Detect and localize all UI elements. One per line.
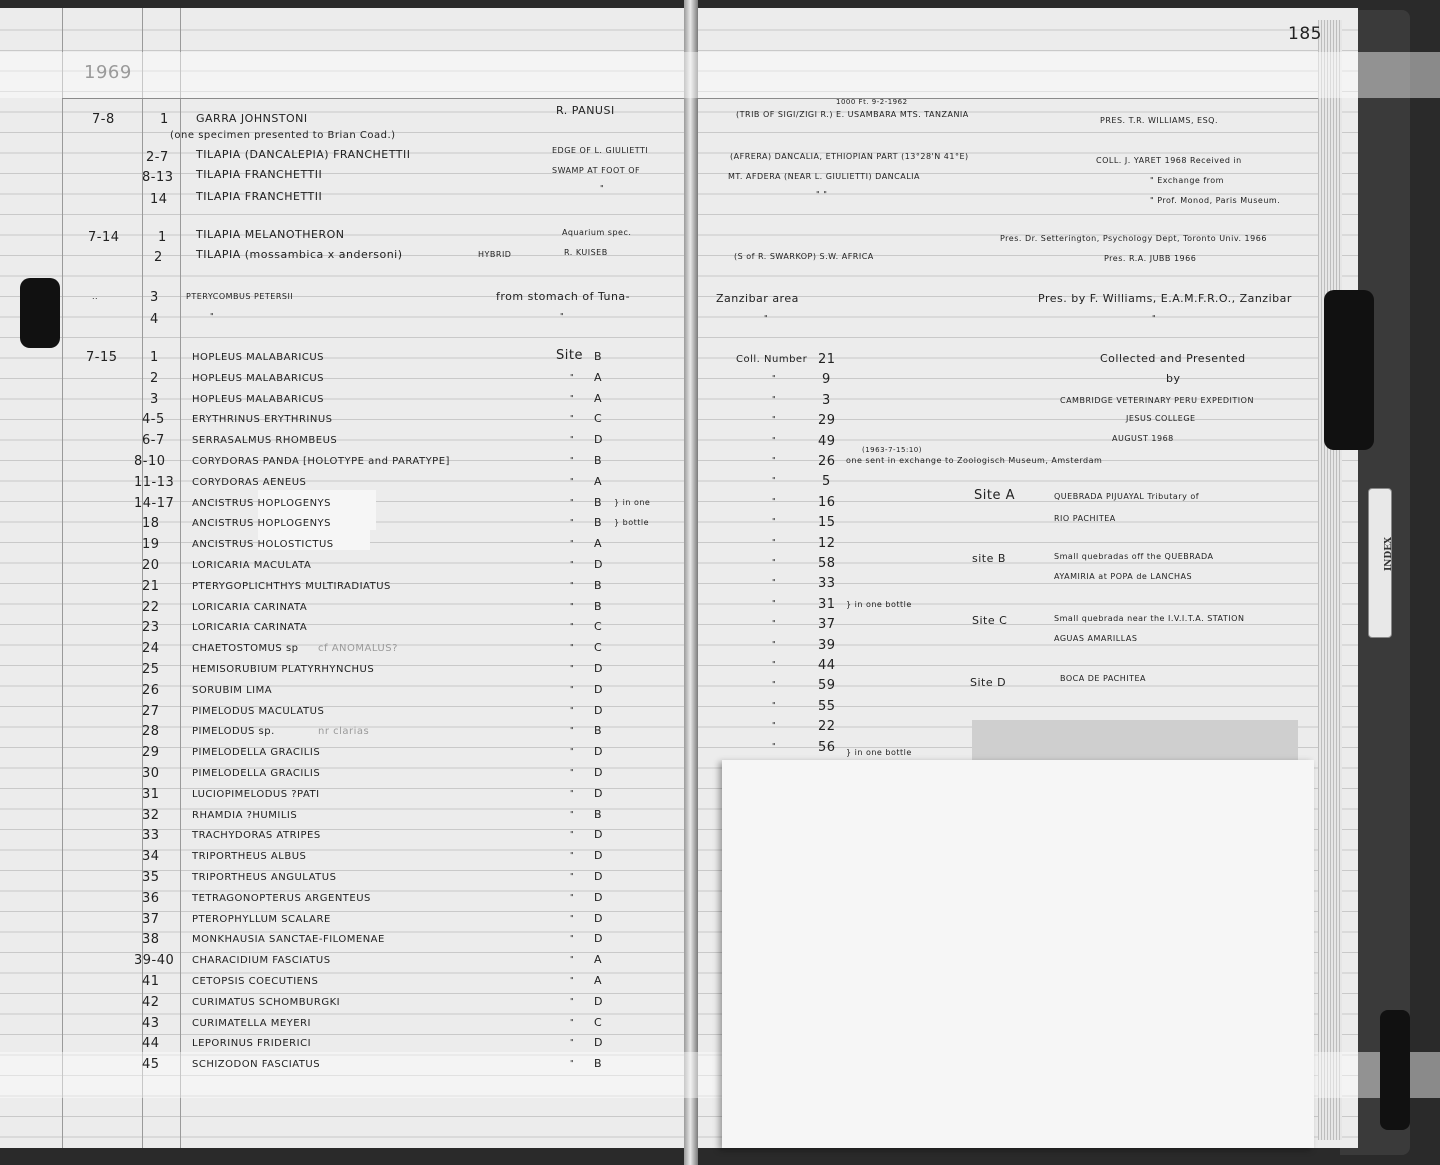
locality-detail: (TRIB OF SIGI/ZIGI R.) E. USAMBARA MTS. TANZANIA [736,110,969,119]
ditto-mark: " [772,476,777,486]
hybrid-tag: HYBRID [478,250,512,259]
collected-line: AUGUST 1968 [1112,434,1174,443]
reg-number: 2-7 [146,150,169,165]
species-name: TRIPORTHEUS ANGULATUS [192,872,337,883]
ditto-mark: " [570,705,575,715]
species-name: SCHIZODON FASCIATUS [192,1059,321,1071]
date-cell: 7-8 [92,112,115,127]
species-name: CURIMATELLA MEYERI [192,1017,311,1029]
species-name: ERYTHRINUS ERYTHRINUS [192,414,333,426]
ditto-mark: " [570,560,575,569]
species-name: HOPLEUS MALABARICUS [192,352,325,363]
page-edges [1318,20,1342,1140]
site-label: Site A [974,488,1015,503]
coll-number: 21 [818,352,836,367]
reg-number: 31 [142,786,160,802]
ditto-mark: " [570,955,575,965]
bottle-note: } in one [614,497,651,507]
site-code: D [594,786,603,800]
ditto-mark: " [570,414,575,424]
species-name: HEMISORUBIUM PLATYRHYNCHUS [192,664,375,675]
reg-number: 25 [142,662,160,677]
locality: " [560,312,565,321]
coll-number: 39 [818,637,836,653]
site-code: D [594,1036,603,1050]
ditto-mark: " [772,435,777,445]
date-cell: 7-15 [86,350,118,365]
site-code: A [594,537,603,551]
ditto-mark: " [772,374,777,384]
locality: EDGE OF L. GIULIETTI [552,146,649,155]
ditto-mark: " [570,497,575,507]
ditto-mark: " [570,976,575,985]
species-name: SERRASALMUS RHOMBEUS [192,435,338,447]
ditto-mark: " [570,643,575,653]
ditto-mark: " [570,768,575,777]
site-code: D [594,682,603,696]
date-cell: 7-14 [88,230,120,245]
species-name: ANCISTRUS HOLOSTICTUS [192,539,334,551]
species-name: LORICARIA CARINATA [192,622,308,634]
reg-number: 1 [158,230,167,245]
ditto-mark: " [570,1017,575,1027]
presenter: Pres. by F. Williams, E.A.M.F.R.O., Zanzibar [1038,292,1292,305]
ditto-mark: " [570,726,575,736]
ditto-mark: " [772,721,777,731]
ditto-mark: " [570,476,575,486]
reg-number: 18 [142,516,160,532]
ditto-mark: " [570,622,575,632]
species-name: TILAPIA (DANCALEPIA) FRANCHETTII [196,148,411,161]
presenter: " [1152,314,1157,323]
species-name: PIMELODUS MACULATUS [192,705,325,717]
ditto-mark: " [772,660,777,669]
collected-line: JESUS COLLEGE [1126,414,1196,423]
binding-blot [20,278,60,348]
site-code: A [594,953,603,967]
site-code: D [594,662,603,675]
site-code: D [594,828,603,842]
ditto-mark: " [570,809,575,819]
index-tab-label: INDEX [1384,536,1395,572]
ditto-mark: " [772,537,777,547]
site-header: Site [556,348,583,363]
locality-detail: MT. AFDERA (NEAR L. GIULIETTI) DANCALIA [728,172,921,181]
locality-detail: (AFRERA) DANCALIA, ETHIOPIAN PART (13°28'N 41°E) [730,152,969,161]
locality-detail: " " [816,190,828,199]
reg-number: 27 [142,703,160,719]
reg-number: 42 [142,994,160,1010]
site-code: D [594,433,603,447]
presenter: COLL. J. YARET 1968 Received in [1096,156,1242,165]
reg-number: 3 [150,391,159,407]
ditto-mark: " [570,684,575,694]
species-name: CURIMATUS SCHOMBURGKI [192,996,341,1008]
coll-number: 31 [818,596,836,612]
coll-number: 12 [818,535,836,551]
ditto-mark: " [772,598,777,608]
ditto-mark: " [772,517,777,527]
locality: R. KUISEB [564,248,608,257]
species-name: CETOPSIS COECUTIENS [192,976,319,987]
locality: R. PANUSI [556,104,615,117]
margin-line [62,8,63,1148]
annotation: (one specimen presented to Brian Coad.) [170,130,396,141]
species-name: TILAPIA FRANCHETTII [196,168,323,181]
species-name: CHAETOSTOMUS sp [192,643,299,655]
reg-number: 30 [142,766,160,781]
ditto-mark: " [570,1059,575,1069]
collected-line: by [1166,372,1181,385]
species-name: SORUBIM LIMA [192,684,273,696]
species-name: CORYDORAS AENEUS [192,476,307,488]
ditto-mark: " [570,539,575,549]
site-label: site B [972,552,1006,565]
site-code: D [594,890,603,904]
reg-number: 39-40 [134,953,175,969]
ditto-mark: " [772,639,777,649]
site-code: D [594,745,603,759]
reg-number: 20 [142,558,160,573]
reg-number: 41 [142,974,160,989]
locality-detail: Zanzibar area [716,292,799,305]
ditto-mark: " [772,394,777,404]
site-code: B [594,1057,603,1071]
ditto-mark: " [772,619,777,629]
reg-number: 8-10 [134,454,166,469]
site-code: C [594,641,603,655]
site-code: A [594,391,603,405]
reg-number: 23 [142,620,160,636]
collected-line: CAMBRIDGE VETERINARY PERU EXPEDITION [1060,396,1254,405]
presenter: Pres. R.A. JUBB 1966 [1104,254,1197,263]
site-code: A [594,370,603,384]
site-code: D [594,766,603,779]
ditto-mark: " [570,934,575,944]
species-name: CORYDORAS PANDA [HOLOTYPE and PARATYPE] [192,456,450,467]
species-name: PIMELODELLA GRACILIS [192,768,321,779]
species-name: GARRA JOHNSTONI [196,112,308,125]
species-name: " [210,312,215,321]
coll-number: 9 [822,372,831,388]
book-gutter [684,0,698,1165]
bottle-note: } in one bottle [846,748,912,757]
site-label: Site C [972,614,1008,627]
species-name: LEPORINUS FRIDERICI [192,1038,312,1050]
site-code: B [594,350,603,363]
site-description: Small quebrada near the I.V.I.T.A. STATION [1054,614,1245,623]
ditto-mark: " [570,892,575,902]
ditto-mark: " [570,996,575,1006]
inserted-envelope[interactable] [722,760,1314,1148]
exchange-note: one sent in exchange to Zoologisch Museum, Amsterdam [846,456,1103,465]
reg-number: 1 [150,350,159,365]
ditto-mark: " [772,578,777,588]
year-note: 1969 [84,62,132,83]
bottle-note: } in one bottle [846,600,912,609]
site-label: Site D [970,676,1007,689]
coll-number-header: Coll. Number [736,354,808,365]
presenter: " Exchange from [1150,176,1224,185]
coll-number: 5 [822,474,831,490]
reg-number: 22 [142,599,160,615]
reg-number: 34 [142,849,160,865]
reg-number: 11-13 [134,474,175,490]
coll-number: 3 [822,392,831,408]
reg-number: 14-17 [134,495,175,511]
header-rule [62,98,684,99]
tentative-id: cf ANOMALUS? [318,643,398,655]
site-code: C [594,1015,603,1029]
reg-number: 21 [142,578,160,594]
reg-number: 4-5 [142,412,165,428]
species-name: TILAPIA MELANOTHERON [196,228,345,241]
site-code: B [594,807,603,821]
coll-number: 56 [818,739,836,755]
ditto-mark: " [570,372,575,382]
locality: from stomach of Tuna- [496,290,631,303]
locality: Aquarium spec. [562,228,632,237]
species-name: PTERYGOPLICHTHYS MULTIRADIATUS [192,580,391,592]
species-name: RHAMDIA ?HUMILIS [192,809,298,821]
exchange-note-date: (1963-7-15:10) [862,446,922,454]
site-description: Small quebradas off the QUEBRADA [1054,552,1214,561]
site-code: B [594,495,603,509]
bottle-note: } bottle [614,518,650,528]
site-code: D [594,932,603,946]
ditto-mark: " [570,664,575,673]
species-name: MONKHAUSIA SANCTAE-FILOMENAE [192,934,385,946]
site-description: QUEBRADA PIJUAYAL Tributary of [1054,492,1200,501]
binding-blot [1380,1010,1410,1130]
coll-number: 37 [818,617,836,633]
reg-number: 36 [142,890,160,906]
ditto-mark: " [570,913,575,923]
site-description: RIO PACHITEA [1054,514,1116,523]
ditto-mark: " [570,518,575,528]
coll-number: 49 [818,433,836,449]
site-code: A [594,974,603,987]
coll-number: 29 [818,413,836,429]
species-name: LUCIOPIMELODUS ?PATI [192,788,320,800]
species-name: TRACHYDORAS ATRIPES [192,830,321,842]
species-name: HOPLEUS MALABARICUS [192,372,325,384]
site-code: D [594,994,603,1008]
site-code: D [594,558,603,571]
species-name: ANCISTRUS HOPLOGENYS [192,497,332,509]
species-name: TRIPORTHEUS ALBUS [192,851,307,863]
site-code: B [594,599,603,613]
ditto-mark: " [570,456,575,465]
reg-number: 28 [142,724,160,740]
reg-number: 29 [142,745,160,761]
ditto-mark: " [570,393,575,403]
reg-number: 44 [142,1036,160,1052]
index-tab[interactable] [1368,488,1395,638]
ditto-mark: " [570,851,575,861]
coll-number: 16 [818,494,836,510]
presenter: Pres. Dr. Setterington, Psychology Dept, Toronto Univ. 1966 [1000,234,1267,243]
presenter: " Prof. Monod, Paris Museum. [1150,196,1281,205]
coll-number: 26 [818,454,836,469]
site-code: B [594,578,603,592]
left-page [0,8,690,1148]
tape-strip-top [0,52,1440,98]
reg-number: 6-7 [142,433,165,449]
reg-number: 43 [142,1015,160,1031]
locality: SWAMP AT FOOT OF [552,166,641,175]
ditto-mark: " [570,435,575,445]
site-code: B [594,724,603,738]
reg-number: 19 [142,537,160,553]
tentative-id: nr clarias [318,726,370,738]
date-note: 1000 Ft. 9-2-1962 [836,98,908,106]
ditto-mark: " [570,830,575,840]
site-code: D [594,849,603,863]
reg-number: 45 [142,1057,160,1073]
site-code: B [594,454,603,467]
reg-number: 35 [142,870,160,885]
site-code: D [594,870,603,883]
site-code: C [594,412,603,426]
margin-line [180,8,181,1148]
coll-number: 59 [818,678,836,694]
date-cell: .. [92,292,99,301]
site-code: A [594,474,603,488]
coll-number: 22 [818,719,836,735]
reg-number: 1 [160,112,169,127]
site-code: D [594,703,603,717]
reg-number: 33 [142,828,160,844]
ditto-mark: " [570,788,575,798]
species-name: PTERYCOMBUS PETERSII [186,292,294,301]
ditto-mark: " [772,415,777,425]
species-name: PIMELODELLA GRACILIS [192,747,321,759]
locality: " [600,184,605,193]
reg-number: 2 [150,370,159,386]
ditto-mark: " [772,700,777,710]
ditto-mark: " [772,496,777,506]
species-name: LORICARIA MACULATA [192,560,312,571]
reg-number: 26 [142,682,160,698]
ditto-mark: " [570,601,575,611]
header-rule [698,98,1318,99]
site-description: AGUAS AMARILLAS [1054,634,1138,643]
coll-number: 15 [818,515,836,531]
coll-number: 58 [818,556,836,571]
species-name: CHARACIDIUM FASCIATUS [192,955,331,967]
reg-number: 3 [150,290,159,305]
species-name: PTEROPHYLLUM SCALARE [192,913,331,925]
site-code: B [594,516,603,530]
ditto-mark: " [772,456,777,465]
species-name: HOPLEUS MALABARICUS [192,393,325,405]
coll-number: 33 [818,576,836,592]
reg-number: 24 [142,641,160,657]
reg-number: 8-13 [142,170,174,185]
species-name: LORICARIA CARINATA [192,601,308,613]
locality-detail: " [764,314,769,323]
site-code: C [594,620,603,634]
binding-blot [1324,290,1374,450]
site-description: AYAMIRIA at POPA de LANCHAS [1054,572,1193,581]
reg-number: 37 [142,911,160,927]
ditto-mark: " [570,872,575,881]
species-name: ANCISTRUS HOPLOGENYS [192,518,332,530]
species-name: TILAPIA (mossambica x andersoni) [196,248,403,261]
site-description: BOCA DE PACHITEA [1060,674,1147,683]
ditto-mark: " [570,1038,575,1048]
ditto-mark: " [570,747,575,757]
locality-detail: (S of R. SWARKOP) S.W. AFRICA [734,252,874,261]
species-name: TILAPIA FRANCHETTII [196,190,323,203]
ditto-mark: " [772,558,777,567]
page-number: 185 [1288,24,1322,44]
reg-number: 32 [142,807,160,823]
collected-line: Collected and Presented [1100,352,1246,365]
presenter: PRES. T.R. WILLIAMS, ESQ. [1100,116,1218,125]
reg-number: 14 [150,192,168,207]
site-code: D [594,911,603,925]
species-name: TETRAGONOPTERUS ARGENTEUS [192,892,371,904]
coll-number: 44 [818,658,836,673]
reg-number: 2 [154,250,163,265]
ditto-mark: " [570,580,575,590]
species-name: PIMELODUS sp. [192,726,275,738]
coll-number: 55 [818,698,836,714]
ditto-mark: " [772,741,777,751]
reg-number: 4 [150,312,159,327]
reg-number: 38 [142,932,160,948]
ditto-mark: " [772,680,777,690]
